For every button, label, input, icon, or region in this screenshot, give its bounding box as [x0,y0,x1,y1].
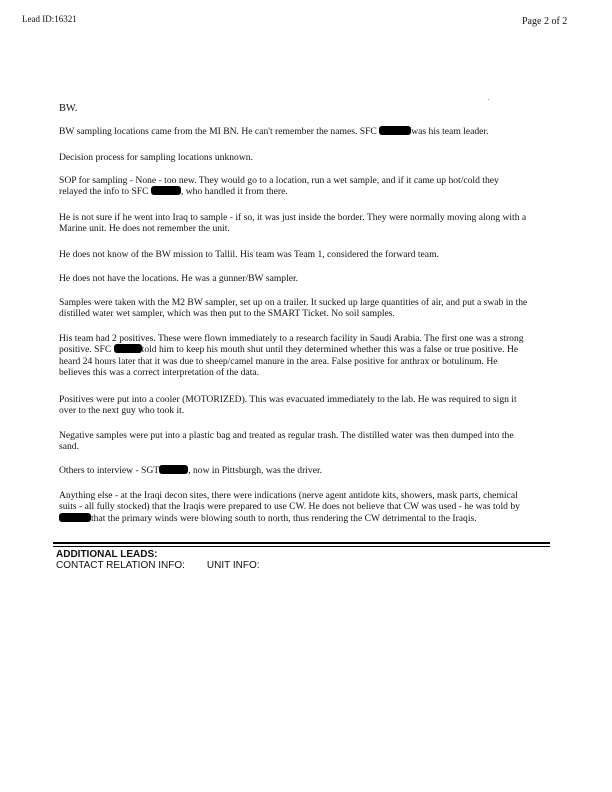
paragraph-text: told him to keep his mouth shut until they determined whether this was a false or true positive. He heard 24 hours later that it was due to sheep/camel manure in the area. False positive for anthrax or botulinum. He believes this was a correct interpretation of the data. [59,344,519,378]
redaction-block [114,344,142,353]
section-heading: BW. [59,103,78,114]
paragraph-text: , now in Pittsburgh, was the driver. [188,465,323,476]
paragraph-others-to-interview [59,465,529,476]
paragraph-negative-samples: Negative samples were put into a plastic bag and treated as regular trash. The distilled water was then dumped into the sand. [59,430,514,453]
paragraph-cooler: Positives were put into a cooler (MOTORIZED). This was evacuated immediately to the lab. He was required to sign it over to the next guy who took it. [59,394,517,417]
paragraph-text: BW sampling locations came from the MI BN. He can't remember the names. SFC [59,126,380,137]
paragraph-sop [59,175,529,198]
paragraph-text: His team had 2 positives. These were flown immediately to a research facility in Saudi Arabia. The first one was a strong positive. SFC [59,333,524,356]
paragraph-decision-process: Decision process for sampling locations unknown. [59,152,253,163]
paragraph-text: , who handled it from there. [180,186,288,198]
paragraph-iraq-border: He is not sure if he went into Iraq to sample - if so, it was just inside the border. They were normally moving along with a Marine unit. He does not remember the unit. [59,212,527,235]
additional-leads-fields [56,560,260,571]
paragraph-positives [59,333,529,378]
redaction-block [59,513,91,522]
paragraph-anything-else [59,490,529,524]
divider-rule [53,542,550,544]
paragraph-sampling-locations [59,126,529,137]
redaction-block [151,186,181,195]
redaction-block [159,465,188,474]
redaction-block [379,126,411,135]
lead-id: Lead ID:16321 [22,14,77,24]
paragraph-m2-sampler: Samples were taken with the M2 BW sampler, set up on a trailer. It sucked up large quantities of air, and put a swab in the distilled water wet sampler, which was then put to the SMART Ticket. No soil samples. [59,297,528,320]
contact-relation-label: CONTACT RELATION INFO: [56,560,185,571]
paragraph-tallil: He does not know of the BW mission to Tallil. His team was Team 1, considered the forward team. [59,249,439,260]
paragraph-text: was his team leader. [411,126,489,137]
paragraph-text: that the primary winds were blowing south to north, thus rendering the CW detrimental to the Iraqis. [91,512,477,524]
paragraph-text: Anything else - at the Iraqi decon sites, there were indications (nerve agent antidote kits, showers, mask parts, chemical suits - all fully stocked) that the Iraqis were prepared to use CW. He does not believe that CW was used - he was told by [59,490,520,513]
page-number: Page 2 of 2 [522,16,568,27]
unit-info-label: UNIT INFO: [206,560,260,571]
paragraph-locations: He does not have the locations. He was a gunner/BW sampler. [59,273,299,284]
paragraph-text: SOP for sampling - None - too new. They would go to a location, run a wet sample, and if it came up hot/cold they relayed the info to SFC [59,175,499,198]
divider-rule [53,546,550,547]
paragraph-text: Others to interview - SGT [59,465,160,476]
scan-speck [488,99,489,100]
additional-leads-title: ADDITIONAL LEADS: [56,549,158,560]
